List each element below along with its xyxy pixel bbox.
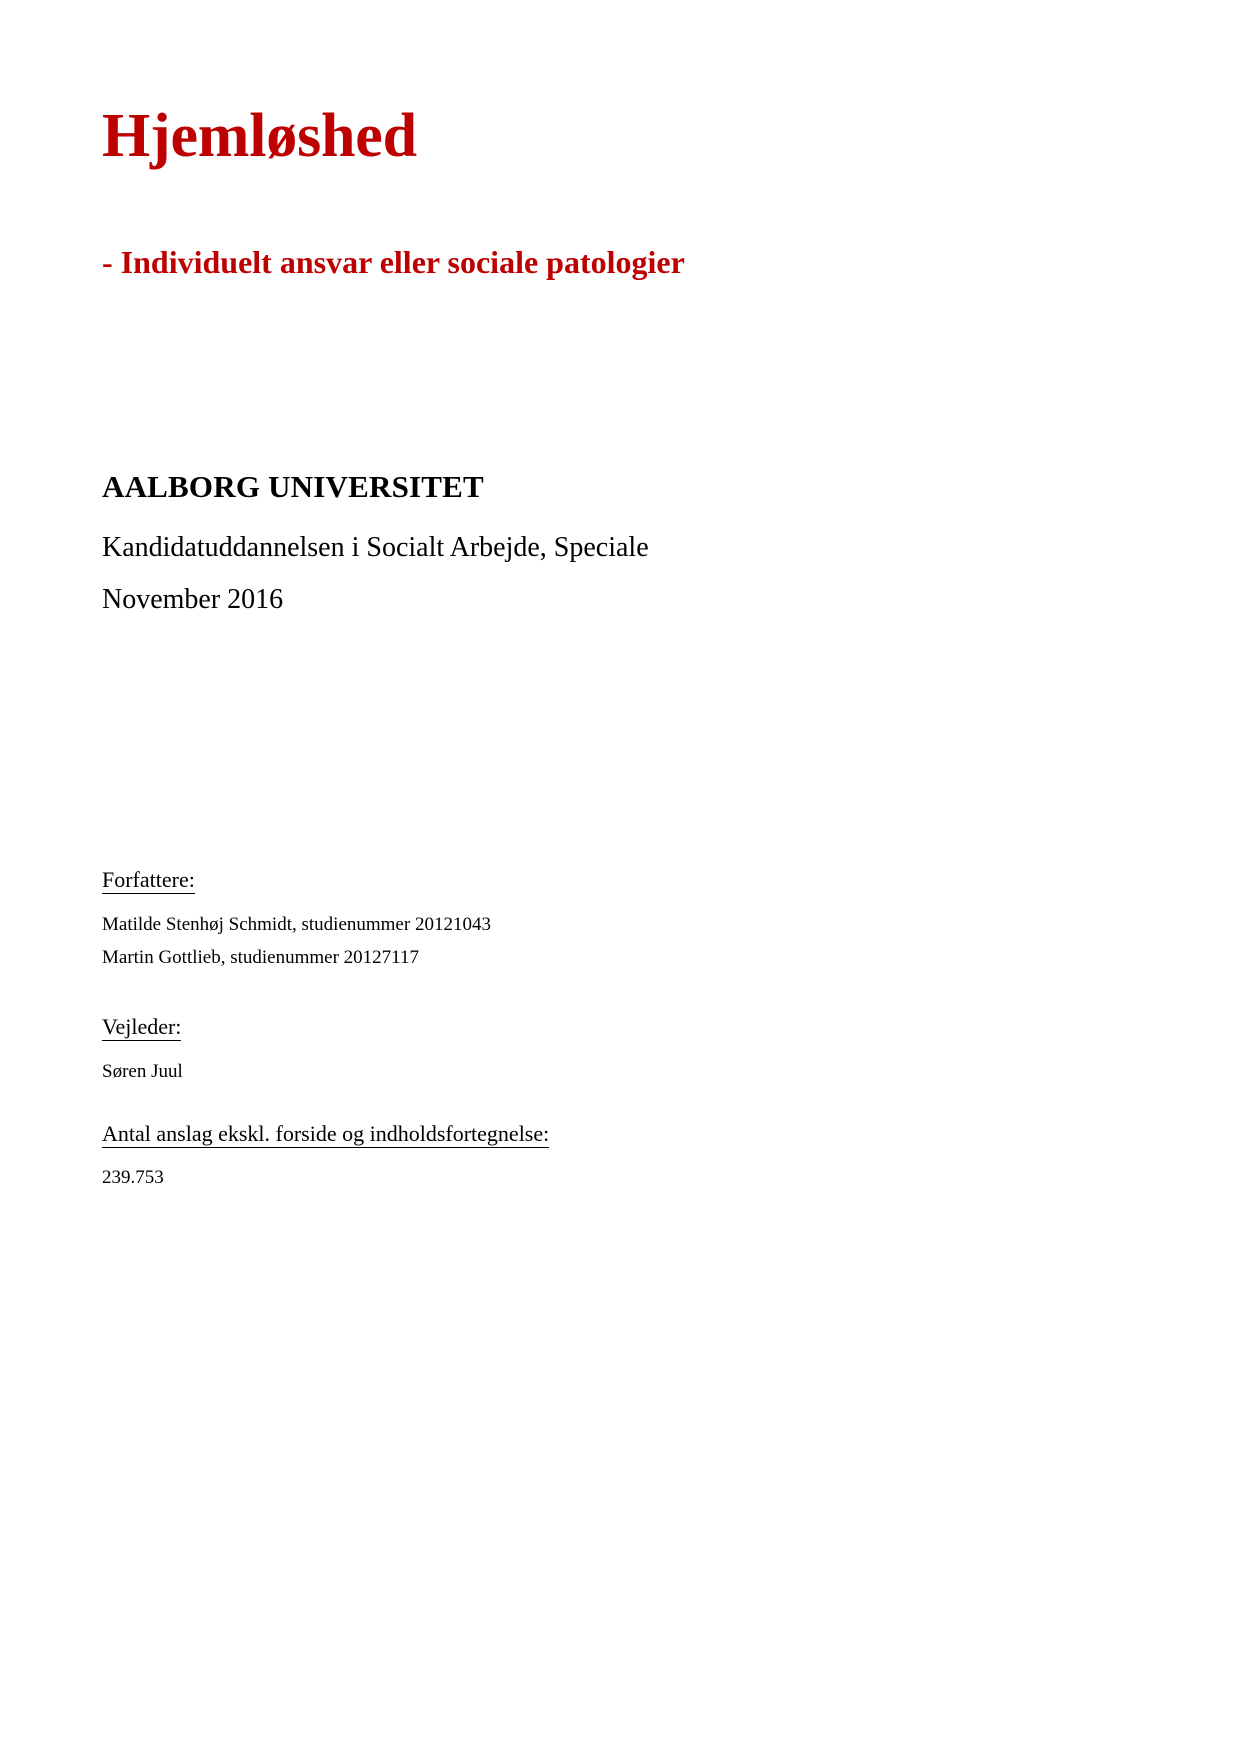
page-subtitle: - Individuelt ansvar eller sociale patologier xyxy=(102,244,685,280)
publication-date: November 2016 xyxy=(102,584,284,615)
author-entry: Matilde Stenhøj Schmidt, studienummer 20121043 xyxy=(102,914,491,935)
page-title: Hjemløshed xyxy=(102,102,417,170)
institution-name: AALBORG UNIVERSITET xyxy=(102,469,484,504)
author-entry: Martin Gottlieb, studienummer 20127117 xyxy=(102,947,419,968)
programme-name: Kandidatuddannelsen i Socialt Arbejde, Speciale xyxy=(102,532,649,563)
character-count-heading xyxy=(102,1120,549,1148)
authors-heading-label: Forfattere: xyxy=(102,867,195,892)
advisor-heading xyxy=(102,1013,181,1041)
character-count-heading-label: Antal anslag ekskl. forside og indholdsfortegnelse: xyxy=(102,1121,550,1146)
character-count-value: 239.753 xyxy=(102,1167,164,1188)
authors-heading xyxy=(102,866,195,894)
advisor-entry: Søren Juul xyxy=(102,1061,183,1082)
advisor-heading-label: Vejleder: xyxy=(102,1014,182,1039)
